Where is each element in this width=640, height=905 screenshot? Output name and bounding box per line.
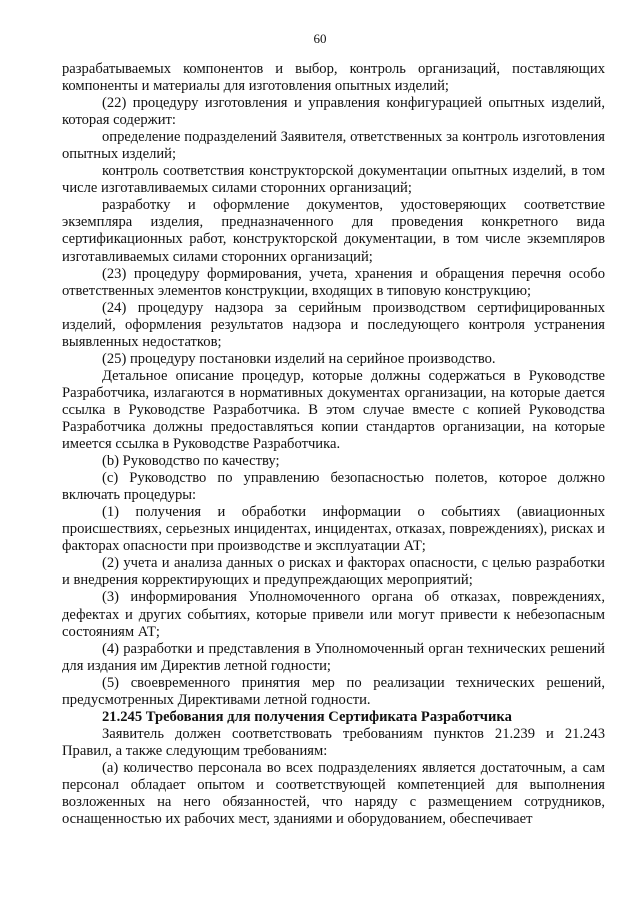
paragraph: Детальное описание процедур, которые должны содержаться в Руководстве Разработчика, излагаются в нормативных документах организации, на которые дается ссылка в Руководстве Разработчика. В этом случае вместе с копией Руководства Разработчика должны предоставляться копии стандартов организации, на которые имеется ссылка в Руководстве Разработчика. [62, 367, 605, 453]
paragraph: (a) количество персонала во всех подразделениях является достаточным, а сам персонал обладает опытом и соответствующей компетенцией для выполнения возложенных на него обязанностей, что наряду с размещением сотрудников, оснащенностью их рабочих мест, зданиями и оборудованием, обеспечивает [62, 759, 605, 828]
paragraph: (2) учета и анализа данных о рисках и факторах опасности, с целью разработки и внедрения корректирующих и предупреждающих мероприятий; [62, 555, 605, 589]
paragraph: (5) своевременного принятия мер по реализации технических решений, предусмотренных Директивами летной годности. [62, 674, 605, 708]
paragraph: Заявитель должен соответствовать требованиям пунктов 21.239 и 21.243 Правил, а также следующим требованиям: [62, 725, 605, 759]
paragraph: (25) процедуру постановки изделий на серийное производство. [102, 350, 496, 367]
paragraph: контроль соответствия конструкторской документации опытных изделий, в том числе изготавливаемых силами сторонних организаций; [62, 163, 605, 197]
paragraph: (3) информирования Уполномоченного органа об отказах, повреждениях, дефектах и других событиях, которые привели или могут привести к небезопасным состояниям АТ; [62, 589, 605, 640]
paragraph: (22) процедуру изготовления и управления конфигурацией опытных изделий, которая содержит: [62, 95, 605, 129]
paragraph: (c) Руководство по управлению безопасностью полетов, которое должно включать процедуры: [62, 470, 605, 504]
paragraph: (b) Руководство по качеству; [102, 453, 280, 470]
document-body [62, 61, 605, 828]
paragraph: (24) процедуру надзора за серийным производством сертифицированных изделий, оформления результатов надзора и последующего контроля устранения выявленных недостатков; [62, 299, 605, 350]
paragraph: разработку и оформление документов, удостоверяющих соответствие экземпляра изделия, предназначенного для проведения конкретного вида сертификационных работ, конструкторской документации, в том числе экземпляров изготавливаемых силами сторонних организаций; [62, 197, 605, 265]
paragraph: определение подразделений Заявителя, ответственных за контроль изготовления опытных изделий; [62, 129, 605, 163]
paragraph: (4) разработки и представления в Уполномоченный орган технических решений для издания им Директив летной годности; [62, 640, 605, 674]
section-heading: 21.245 Требования для получения Сертификата Разработчика [102, 708, 512, 725]
paragraph: разрабатываемых компонентов и выбор, контроль организаций, поставляющих компоненты и материалы для изготовления опытных изделий; [62, 61, 605, 95]
page-number: 60 [313, 31, 327, 46]
paragraph: (1) получения и обработки информации о событиях (авиационных происшествиях, серьезных инцидентах, инцидентах, отказах, повреждениях), рисках и факторах опасности при производстве и эксплуатации АТ; [62, 504, 605, 555]
paragraph: (23) процедуру формирования, учета, хранения и обращения перечня особо ответственных элементов конструкции, входящих в типовую конструкцию; [62, 265, 605, 299]
